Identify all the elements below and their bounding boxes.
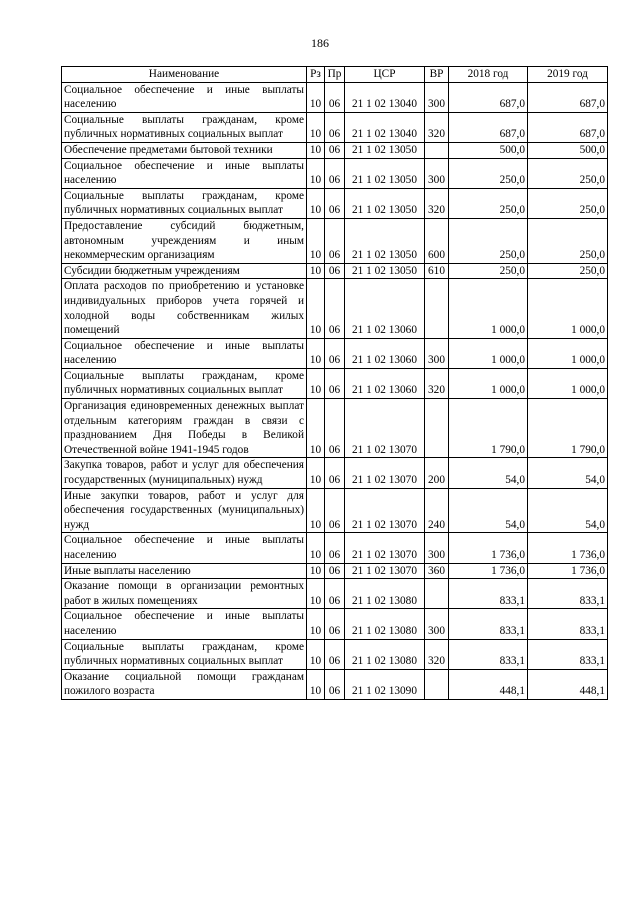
row-2018: 1 000,0 — [449, 279, 528, 338]
row-2018: 54,0 — [449, 488, 528, 533]
row-vr — [425, 669, 449, 699]
row-csr: 21 1 02 13080 — [345, 579, 425, 609]
row-2019: 54,0 — [528, 458, 608, 488]
row-rz: 10 — [307, 609, 325, 639]
row-2018: 1 736,0 — [449, 533, 528, 563]
row-vr: 610 — [425, 263, 449, 279]
header-pr: Пр — [325, 67, 345, 83]
row-2018: 250,0 — [449, 158, 528, 188]
row-pr: 06 — [325, 142, 345, 158]
row-name: Иные закупки товаров, работ и услуг для обеспечения государственных (муниципальных) нужд — [62, 488, 307, 533]
row-pr: 06 — [325, 488, 345, 533]
row-rz: 10 — [307, 158, 325, 188]
table-row — [62, 579, 608, 609]
row-name: Оплата расходов по приобретению и установке индивидуальных приборов учета горячей и холодной воды собственникам жилых помещений — [62, 279, 307, 338]
row-csr: 21 1 02 13050 — [345, 263, 425, 279]
row-2019: 54,0 — [528, 488, 608, 533]
table-row — [62, 338, 608, 368]
row-2019: 250,0 — [528, 263, 608, 279]
row-vr: 300 — [425, 82, 449, 112]
row-2019: 448,1 — [528, 669, 608, 699]
row-pr: 06 — [325, 563, 345, 579]
table-row — [62, 218, 608, 263]
table-row — [62, 263, 608, 279]
row-2019: 687,0 — [528, 82, 608, 112]
table-row — [62, 158, 608, 188]
row-csr: 21 1 02 13040 — [345, 82, 425, 112]
table-row — [62, 399, 608, 458]
row-2019: 500,0 — [528, 142, 608, 158]
row-csr: 21 1 02 13070 — [345, 563, 425, 579]
row-csr: 21 1 02 13050 — [345, 188, 425, 218]
table-row — [62, 563, 608, 579]
row-pr: 06 — [325, 579, 345, 609]
row-vr — [425, 579, 449, 609]
row-2018: 687,0 — [449, 112, 528, 142]
row-name: Социальное обеспечение и иные выплаты населению — [62, 609, 307, 639]
row-vr — [425, 142, 449, 158]
row-csr: 21 1 02 13060 — [345, 338, 425, 368]
row-csr: 21 1 02 13050 — [345, 218, 425, 263]
row-vr: 320 — [425, 188, 449, 218]
row-pr: 06 — [325, 188, 345, 218]
row-name: Обеспечение предметами бытовой техники — [62, 142, 307, 158]
row-csr: 21 1 02 13070 — [345, 458, 425, 488]
row-vr — [425, 399, 449, 458]
row-vr: 300 — [425, 158, 449, 188]
row-vr: 320 — [425, 368, 449, 398]
row-2019: 1 736,0 — [528, 533, 608, 563]
row-rz: 10 — [307, 579, 325, 609]
row-vr: 320 — [425, 639, 449, 669]
row-csr: 21 1 02 13050 — [345, 158, 425, 188]
row-2019: 833,1 — [528, 579, 608, 609]
row-2018: 833,1 — [449, 609, 528, 639]
table-header-row — [62, 67, 608, 83]
row-csr: 21 1 02 13070 — [345, 399, 425, 458]
row-pr: 06 — [325, 639, 345, 669]
row-2019: 250,0 — [528, 158, 608, 188]
row-2019: 1 790,0 — [528, 399, 608, 458]
table-row — [62, 188, 608, 218]
row-name: Социальное обеспечение и иные выплаты населению — [62, 533, 307, 563]
row-vr: 240 — [425, 488, 449, 533]
row-name: Социальное обеспечение и иные выплаты населению — [62, 82, 307, 112]
row-pr: 06 — [325, 609, 345, 639]
row-name: Социальное обеспечение и иные выплаты населению — [62, 338, 307, 368]
row-2018: 448,1 — [449, 669, 528, 699]
row-rz: 10 — [307, 338, 325, 368]
row-2019: 250,0 — [528, 218, 608, 263]
row-2018: 1 000,0 — [449, 338, 528, 368]
row-rz: 10 — [307, 399, 325, 458]
row-name: Организация единовременных денежных выплат отдельным категориям граждан в связи с празднованием Дня Победы в Великой Отечественной войне 1941-1945 годов — [62, 399, 307, 458]
row-name: Социальные выплаты гражданам, кроме публичных нормативных социальных выплат — [62, 639, 307, 669]
header-rz: Рз — [307, 67, 325, 83]
row-pr: 06 — [325, 263, 345, 279]
row-rz: 10 — [307, 563, 325, 579]
row-2019: 1 736,0 — [528, 563, 608, 579]
row-2019: 1 000,0 — [528, 279, 608, 338]
row-csr: 21 1 02 13050 — [345, 142, 425, 158]
row-name: Социальные выплаты гражданам, кроме публичных нормативных социальных выплат — [62, 112, 307, 142]
row-csr: 21 1 02 13090 — [345, 669, 425, 699]
row-2018: 687,0 — [449, 82, 528, 112]
row-rz: 10 — [307, 112, 325, 142]
row-rz: 10 — [307, 142, 325, 158]
table-row — [62, 488, 608, 533]
row-rz: 10 — [307, 82, 325, 112]
row-2019: 833,1 — [528, 639, 608, 669]
header-vr: ВР — [425, 67, 449, 83]
table-row — [62, 669, 608, 699]
row-pr: 06 — [325, 279, 345, 338]
row-2018: 833,1 — [449, 579, 528, 609]
row-vr: 360 — [425, 563, 449, 579]
row-csr: 21 1 02 13060 — [345, 279, 425, 338]
row-pr: 06 — [325, 399, 345, 458]
row-2018: 833,1 — [449, 639, 528, 669]
table-body — [62, 82, 608, 699]
row-pr: 06 — [325, 368, 345, 398]
row-csr: 21 1 02 13070 — [345, 533, 425, 563]
row-2018: 250,0 — [449, 263, 528, 279]
row-vr: 300 — [425, 609, 449, 639]
row-rz: 10 — [307, 458, 325, 488]
row-csr: 21 1 02 13040 — [345, 112, 425, 142]
row-name: Социальные выплаты гражданам, кроме публичных нормативных социальных выплат — [62, 188, 307, 218]
row-name: Оказание помощи в организации ремонтных работ в жилых помещениях — [62, 579, 307, 609]
row-2018: 1 736,0 — [449, 563, 528, 579]
table-row — [62, 533, 608, 563]
table-row — [62, 82, 608, 112]
row-rz: 10 — [307, 263, 325, 279]
row-name: Оказание социальной помощи гражданам пожилого возраста — [62, 669, 307, 699]
table-row — [62, 142, 608, 158]
row-csr: 21 1 02 13070 — [345, 488, 425, 533]
row-2018: 250,0 — [449, 188, 528, 218]
row-pr: 06 — [325, 458, 345, 488]
row-vr: 320 — [425, 112, 449, 142]
row-rz: 10 — [307, 218, 325, 263]
table-row — [62, 639, 608, 669]
row-pr: 06 — [325, 533, 345, 563]
row-vr: 300 — [425, 338, 449, 368]
row-rz: 10 — [307, 488, 325, 533]
row-pr: 06 — [325, 158, 345, 188]
row-2019: 1 000,0 — [528, 368, 608, 398]
row-2019: 687,0 — [528, 112, 608, 142]
row-rz: 10 — [307, 279, 325, 338]
table-row — [62, 609, 608, 639]
header-csr: ЦСР — [345, 67, 425, 83]
row-pr: 06 — [325, 82, 345, 112]
page-number: 186 — [311, 36, 329, 50]
row-name: Социальные выплаты гражданам, кроме публичных нормативных социальных выплат — [62, 368, 307, 398]
table-row — [62, 458, 608, 488]
row-2018: 54,0 — [449, 458, 528, 488]
table-row — [62, 368, 608, 398]
header-name: Наименование — [62, 67, 307, 83]
row-2018: 500,0 — [449, 142, 528, 158]
row-pr: 06 — [325, 338, 345, 368]
row-2019: 833,1 — [528, 609, 608, 639]
row-vr: 200 — [425, 458, 449, 488]
row-csr: 21 1 02 13080 — [345, 609, 425, 639]
row-vr: 600 — [425, 218, 449, 263]
row-2018: 1 000,0 — [449, 368, 528, 398]
row-rz: 10 — [307, 188, 325, 218]
row-vr — [425, 279, 449, 338]
row-name: Социальное обеспечение и иные выплаты населению — [62, 158, 307, 188]
row-2019: 1 000,0 — [528, 338, 608, 368]
row-name: Предоставление субсидий бюджетным, автономным учреждениям и иным некоммерческим организациям — [62, 218, 307, 263]
row-vr: 300 — [425, 533, 449, 563]
row-pr: 06 — [325, 218, 345, 263]
budget-table — [61, 66, 608, 700]
header-2019: 2019 год — [528, 67, 608, 83]
row-csr: 21 1 02 13060 — [345, 368, 425, 398]
row-2018: 250,0 — [449, 218, 528, 263]
row-pr: 06 — [325, 112, 345, 142]
row-name: Иные выплаты населению — [62, 563, 307, 579]
row-csr: 21 1 02 13080 — [345, 639, 425, 669]
row-rz: 10 — [307, 669, 325, 699]
row-name: Субсидии бюджетным учреждениям — [62, 263, 307, 279]
row-name: Закупка товаров, работ и услуг для обеспечения государственных (муниципальных) нужд — [62, 458, 307, 488]
row-2019: 250,0 — [528, 188, 608, 218]
row-pr: 06 — [325, 669, 345, 699]
row-rz: 10 — [307, 639, 325, 669]
table-row — [62, 279, 608, 338]
table-row — [62, 112, 608, 142]
row-rz: 10 — [307, 368, 325, 398]
header-2018: 2018 год — [449, 67, 528, 83]
row-rz: 10 — [307, 533, 325, 563]
row-2018: 1 790,0 — [449, 399, 528, 458]
